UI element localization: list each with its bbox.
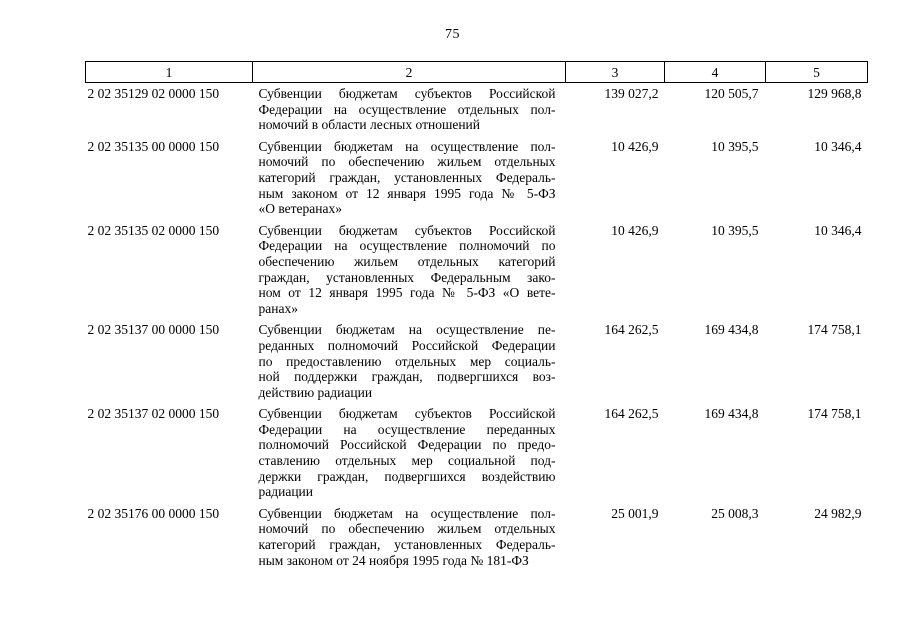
row-name-line: действию радиации [258,384,373,400]
row-name-line: ным законом от 24 ноября 1995 года № 181-ФЗ [258,552,529,568]
row-name-line: обеспечению жильем отдельных категорий [258,253,556,269]
row-name-line: Субвенции бюджетам на осуществление пе- [258,322,556,338]
row-name-line: реданных полномочий Российской Федерации [258,337,556,353]
row-name-line: номочий в области лесных отношений [258,117,481,133]
row-name-line: Субвенции бюджетам субъектов Российской [258,222,556,238]
row-name-line: радиации [258,484,314,500]
row-code: 2 02 35176 00 0000 150 [87,505,220,521]
row-name-line: Субвенции бюджетам на осуществление пол- [258,505,556,521]
row-name-line: «О ветеранах» [258,201,343,217]
row-name-line: Субвенции бюджетам субъектов Российской [258,86,556,101]
row-name-line: по предоставлению отдельных мер социаль- [258,353,556,369]
row-name-line: Субвенции бюджетам субъектов Российской [258,406,556,422]
row-value-col-3: 164 262,5 [604,322,659,338]
header-col-5: 5 [766,62,868,83]
row-code: 2 02 35129 02 0000 150 [87,86,220,101]
header-row [86,62,868,83]
row-code: 2 02 35135 00 0000 150 [87,138,220,154]
row-code: 2 02 35137 00 0000 150 [87,322,220,338]
row-name [253,503,566,571]
row-name-line: ставлению отдельных мер социальной под- [258,453,556,469]
row-code: 2 02 35135 02 0000 150 [87,222,220,238]
table-row [86,220,868,320]
row-name [253,403,566,503]
row-value-col-3: 10 426,9 [611,138,659,154]
row-name [253,83,566,136]
row-name [253,319,566,403]
row-name-line: номочий по обеспечению жильем отдельных [258,521,556,537]
row-name-line: Федерации на осуществление полномочий по [258,238,556,254]
row-name-line: категорий граждан, установленных Федераль- [258,537,556,553]
row-code: 2 02 35137 02 0000 150 [87,406,220,422]
row-value-col-4: 169 434,8 [704,322,759,338]
table-row [86,403,868,503]
row-name-line: ным законом от 12 января 1995 года № 5-ФЗ [258,185,556,201]
table-header [86,62,868,83]
header-col-3: 3 [566,62,665,83]
table-row [86,83,868,136]
row-name [253,220,566,320]
row-value-col-3: 10 426,9 [611,222,659,238]
row-value-col-5: 24 982,9 [814,505,862,521]
row-value-col-5: 129 968,8 [807,86,862,101]
row-value-col-4: 10 395,5 [711,138,759,154]
row-name-line: Федерации на осуществление отдельных пол- [258,101,556,117]
row-value-col-4: 169 434,8 [704,406,759,422]
row-value-col-3: 139 027,2 [604,86,659,101]
header-col-1: 1 [86,62,253,83]
row-value-col-5: 10 346,4 [814,138,862,154]
row-name-line: ной поддержки граждан, подвергшихся воз- [258,369,556,385]
row-name-line: ранах» [258,300,298,316]
row-name [253,136,566,220]
row-value-col-5: 174 758,1 [807,322,862,338]
row-name-line: категорий граждан, установленных Федераль- [258,169,556,185]
page-number: 75 [445,27,460,42]
header-col-2: 2 [253,62,566,83]
table-row [86,319,868,403]
row-name-line: полномочий Российской Федерации по предо- [258,437,556,453]
row-value-col-5: 10 346,4 [814,222,862,238]
row-value-col-3: 164 262,5 [604,406,659,422]
table-row [86,503,868,571]
row-value-col-5: 174 758,1 [807,406,862,422]
budget-table [85,61,868,571]
row-value-col-4: 10 395,5 [711,222,759,238]
row-name-line: Федерации на осуществление переданных [258,421,556,437]
table-row [86,136,868,220]
row-name-line: номочий по обеспечению жильем отдельных [258,154,556,170]
row-value-col-4: 120 505,7 [704,86,759,101]
row-value-col-4: 25 008,3 [711,505,759,521]
row-name-line: граждан, установленных Федеральным зако- [258,269,556,285]
row-name-line: держки граждан, подвергшихся воздействию [258,468,556,484]
row-name-line: Субвенции бюджетам на осуществление пол- [258,138,556,154]
header-col-4: 4 [665,62,766,83]
row-name-line: ном от 12 января 1995 года № 5-ФЗ «О вете- [258,285,556,301]
row-value-col-3: 25 001,9 [611,505,659,521]
table-body [86,83,868,572]
